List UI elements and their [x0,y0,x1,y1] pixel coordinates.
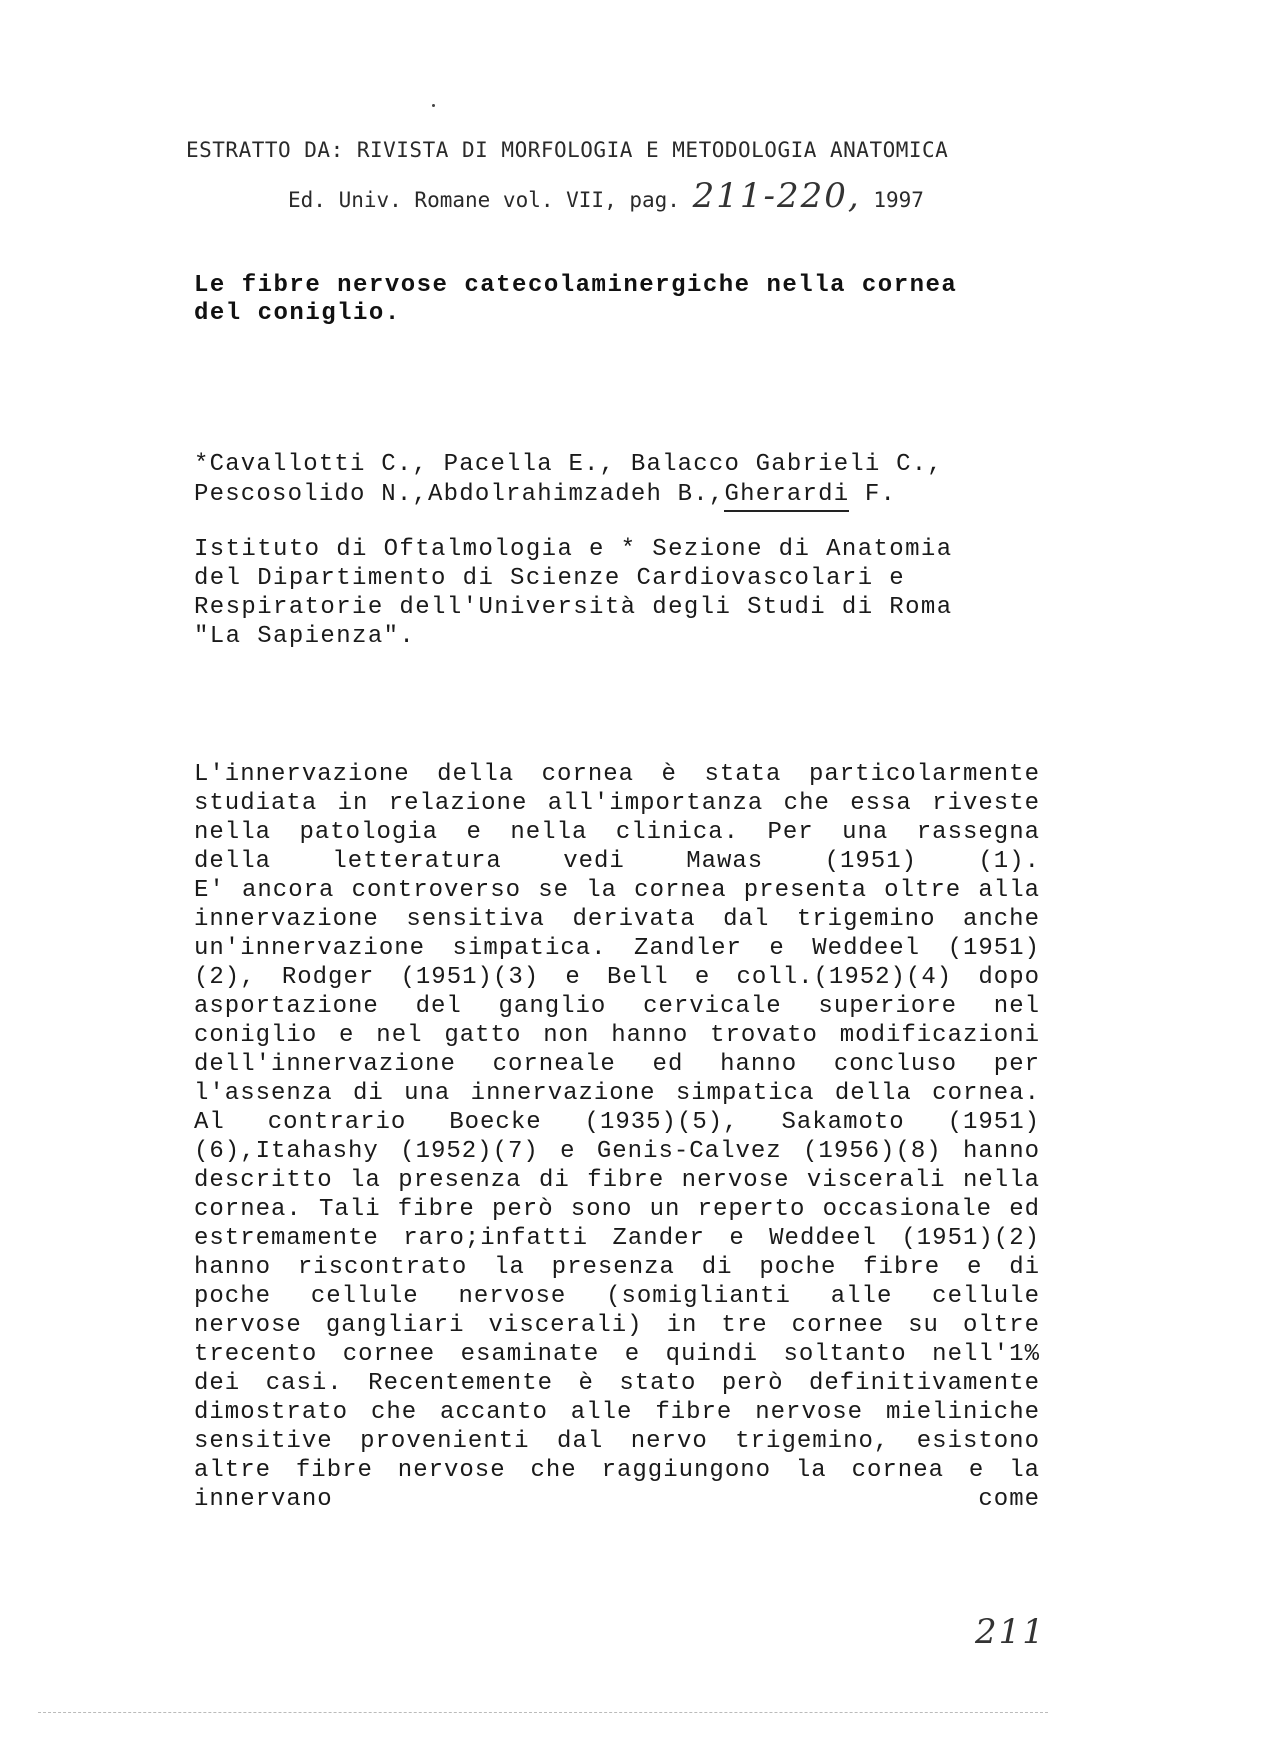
scan-speck [432,104,435,107]
affiliation [194,535,1054,651]
source-year: 1997 [873,188,924,212]
source-citation-prefix: Ed. Univ. Romane vol. VII, pag. [288,188,680,212]
article-title-line2: del coniglio. [194,300,401,327]
handwritten-page-range: 211-220, [692,176,861,216]
scan-artifact-line [38,1712,1048,1713]
author-line1: *Cavallotti C., Pacella E., Balacco Gabrieli C., [194,451,943,478]
affiliation-line3: Respiratorie dell'Università degli Studi di Roma [194,594,953,621]
author-line2-suffix: F. [849,481,897,508]
body-paragraph-2: E' ancora controverso se la cornea presenta oltre alla innervazione sensitiva derivata dal trigemino anche un'innervazione simpatica. Zandler e Weddeel (1951)(2), Rodger (1951)(3) e Bell e coll.(1952)(4) dopo asportazione del ganglio cervicale superiore nel coniglio e nel gatto non hanno trovato modificazioni dell'innervazione corneale ed hanno concluso per l'assenza di una innervazione simpatica della cornea. Al contrario Boecke (1935)(5), Sakamoto (1951)(6),Itahashy (1952)(7) e Genis-Calvez (1956)(8) hanno descritto la presenza di fibre nervose viscerali nella cornea. Tali fibre però sono un reperto occasionale ed estremamente raro;infatti Zander e Weddeel (1951)(2) hanno riscontrato la presenza di poche fibre e di poche cellule nervose (somiglianti alle cellule nervose gangliari viscerali) in tre cornee su oltre trecento cornee esaminate e quindi soltanto nell'1% dei casi. Recentemente è stato però definitivamente dimostrato che accanto alle fibre nervose mieliniche sensitive provenienti dal nervo trigemino, esistono altre fibre nervose che raggiungono la cornea e la innervano come [194,877,1040,1513]
article-title [194,272,1054,328]
body-paragraph-1: L'innervazione della cornea è stata particolarmente studiata in relazione all'importanza che essa riveste nella patologia e nella clinica. Per una rassegna della letteratura vedi Mawas (1951) (1). [194,761,1040,875]
underlined-author-name: Gherardi [724,481,849,512]
body-text [194,760,1040,1514]
author-line2 [194,480,1054,510]
source-citation-line2 [288,176,1008,216]
author-list [194,450,1054,510]
source-citation-line1: ESTRATTO DA: RIVISTA DI MORFOLOGIA E METODOLOGIA ANATOMICA [186,138,949,162]
affiliation-line1: Istituto di Oftalmologia e * Sezione di Anatomia [194,536,953,563]
affiliation-line4: "La Sapienza". [194,623,416,650]
handwritten-page-number: 211 [975,1612,1046,1652]
article-title-line1: Le fibre nervose catecolaminergiche nella cornea [194,272,958,299]
author-line2-prefix: Pescosolido N.,Abdolrahimzadeh B., [194,481,725,508]
affiliation-line2: del Dipartimento di Scienze Cardiovascolari e [194,565,906,592]
